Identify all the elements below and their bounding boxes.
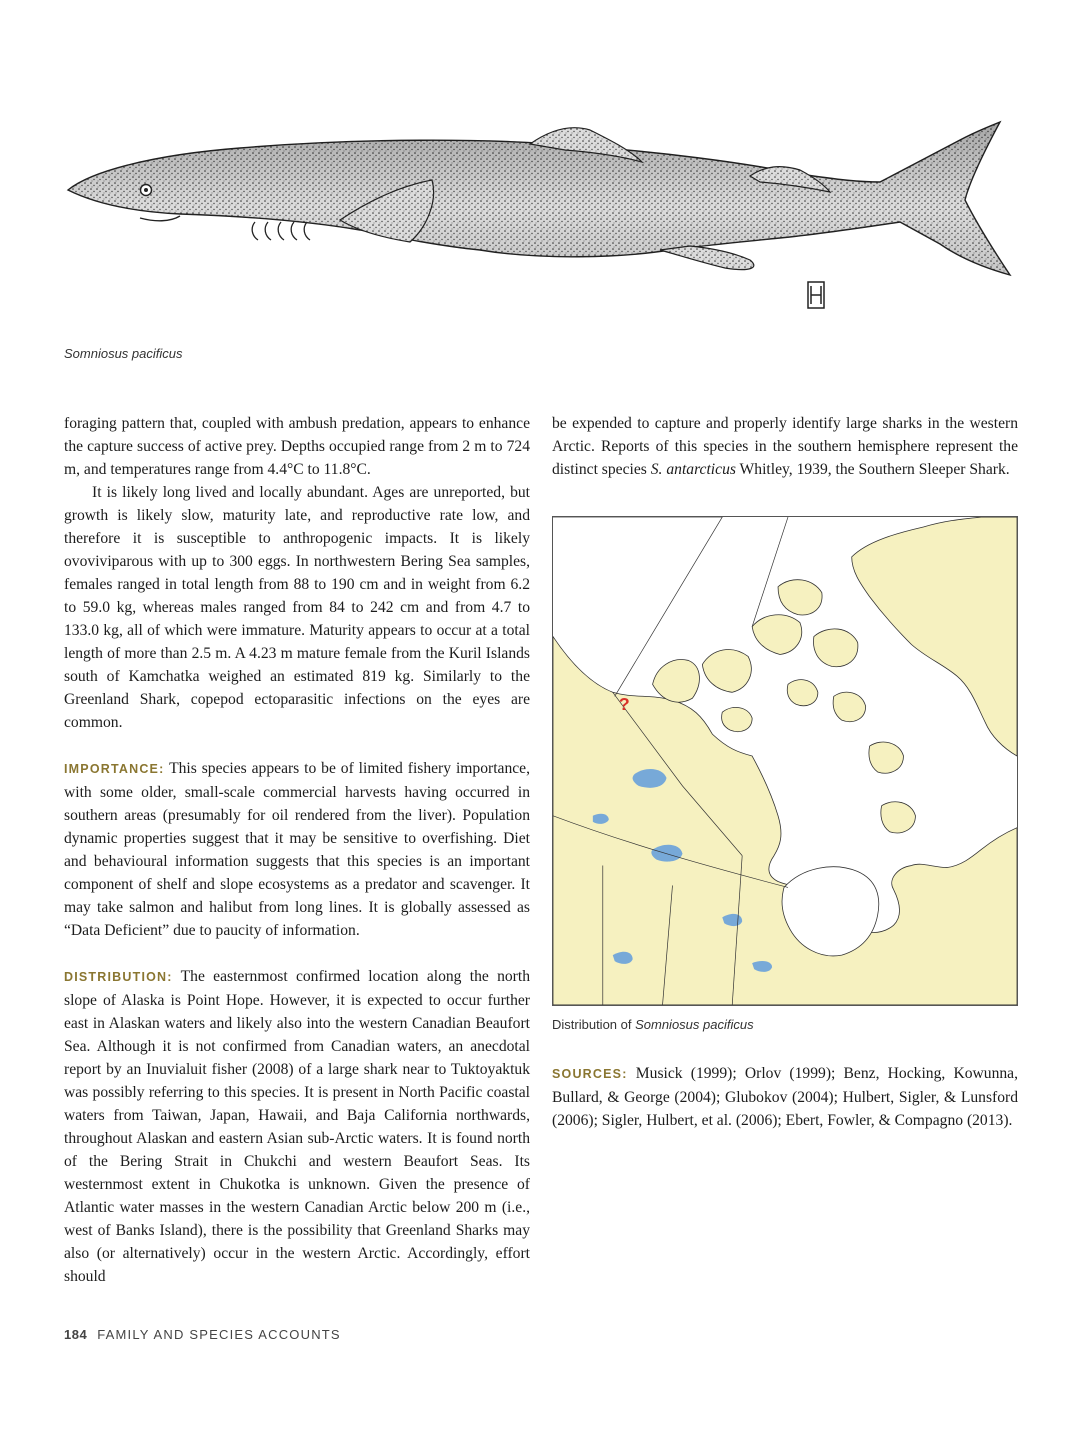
paragraph: It is likely long lived and locally abundant. Ages are unreported, but growth is likely slow, maturity late, and reproductive rate low, and therefore it is susceptible to anthropogenic impacts. It is likely ovoviviparous with up to 300 eggs. In northwestern Bering Sea samples, females ranged in total length from 88 to 190 cm and in weight from 6.2 to 59.0 kg, whereas males ranged from 84 to 242 cm and from 4.7 to 133.0 kg, all of which were immature. Maturity appears to occur at a total length of more than 2.5 m. A 4.23 m mature female from the Kuril Islands south of Kamchatka weighed an estimated 819 kg. Similarly to the Greenland Shark, copepod ectoparasitic infections on the eyes are common.	[64, 484, 530, 731]
map-caption	[552, 1017, 754, 1032]
artist-monogram	[808, 282, 824, 308]
section-heading: SOURCES:	[552, 1067, 628, 1081]
right-column	[552, 412, 1018, 481]
sources-section	[552, 1062, 1018, 1132]
section-heading: DISTRIBUTION:	[64, 970, 173, 984]
figure-caption: Somniosus pacificus	[64, 346, 183, 361]
section-heading: IMPORTANCE:	[64, 762, 165, 776]
distribution-map	[552, 516, 1018, 1006]
caption-text: Distribution of	[552, 1017, 636, 1032]
text-run: Whitley, 1939, the Southern Sleeper Shark.	[735, 461, 1010, 478]
section-text: The easternmost confirmed location along the north slope of Alaska is Point Hope. However, it is expected to occur further east in Alaskan waters and likely also into the western Canadian Beaufort Sea. Although it is not confirmed from Canadian waters, an anecdotal report by an Inuvialuit fisher (2008) of a large shark near to Tuktoyaktuk was possibly referring to this species. It is present in North Pacific coastal waters from Taiwan, Japan, Hawaii, and Baja California northwards, throughout Alaskan and eastern Asian sub-Arctic waters. It is found north of the Bering Strait in Chukchi and western Beaufort Seas. Its westernmost extent in Chukotka is unknown. Given the presence of Atlantic water masses in the western Canadian Arctic below 200 m (i.e., west of Banks Island), there is the possibility that Greenland Sharks may also (or alternatively) occur in the western Arctic. Accordingly, effort should	[64, 968, 530, 1285]
text-run: be expended to capture and properly identify large sharks in the western Arctic. Reports of this species in the southern hemisphere represent the distinct species	[552, 415, 1018, 478]
section-text: This species appears to be of limited fishery importance, with some older, small-scale commercial harvests having occurred in southern areas (presumably for oil rendered from the liver). Population dynamic properties suggest that it may be sensitive to overfishing. Diet and behavioural information suggests that this species is an important component of shelf and slope ecosystems as a predator and scavenger. It may take salmon and halibut from long lines. It is globally assessed as “Data Deficient” due to paucity of information.	[64, 760, 530, 939]
running-footer: FAMILY AND SPECIES ACCOUNTS	[97, 1327, 341, 1342]
left-column	[64, 412, 530, 1288]
distribution-section	[64, 965, 530, 1288]
page-footer	[64, 1327, 341, 1342]
page-number: 184	[64, 1327, 88, 1342]
paragraph: foraging pattern that, coupled with ambush predation, appears to enhance the capture success of active prey. Depths occupied range from 2 m to 724 m, and temperatures range from 4.4°C to 11.8°C.	[64, 415, 530, 478]
shark-illustration	[60, 110, 1040, 330]
sources-block	[552, 1062, 1018, 1132]
species-name: S. antarcticus	[650, 461, 736, 478]
gill-slits	[252, 222, 310, 240]
section-text: Musick (1999); Orlov (1999); Benz, Hocking, Kowunna, Bullard, & George (2004); Glubokov (2004); Hulbert, Sigler, & Lunsford (2006); Sigler, Hulbert, et al. (2006); Ebert, Fowler, & Compagno (2013).	[552, 1065, 1018, 1129]
pelvic-fin	[660, 246, 754, 270]
importance-section	[64, 757, 530, 942]
caption-species: Somniosus pacificus	[635, 1017, 754, 1032]
map-marker: ?	[618, 694, 630, 715]
paragraph	[552, 412, 1018, 481]
